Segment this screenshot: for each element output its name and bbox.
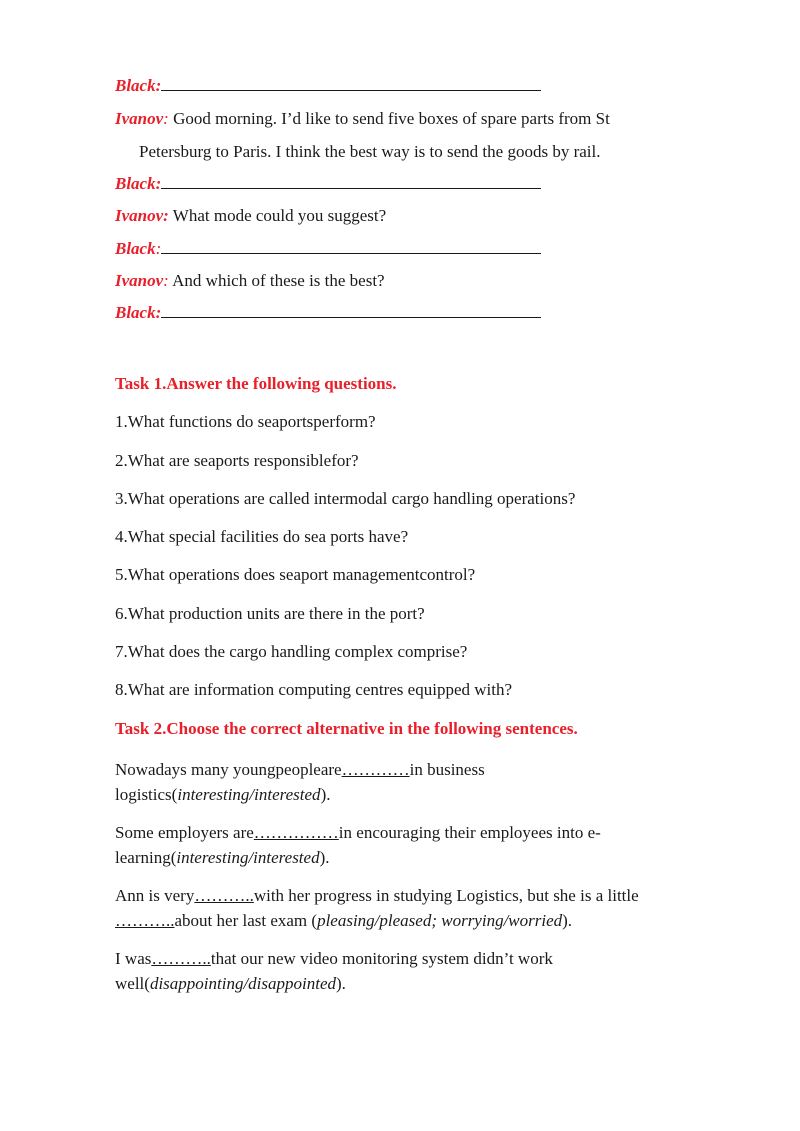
dialogue-line-black-1: Black: <box>115 76 541 96</box>
question-item: 6.What production units are there in the port? <box>115 604 425 623</box>
dialogue-text: Petersburg to Paris. I think the best way is to send the goods by rail. <box>139 142 601 161</box>
question-item: 4.What special facilities do sea ports have? <box>115 527 409 546</box>
question-item: 3.What operations are called intermodal cargo handling operations? <box>115 489 576 508</box>
dialogue-line-ivanov-3: Ivanov: And which of these is the best? <box>115 271 385 290</box>
speaker-name: Ivanov <box>115 206 164 225</box>
speaker-name: Ivanov <box>115 271 164 290</box>
dialogue-line-ivanov-1: Ivanov: Good morning. I’d like to send five boxes of spare parts from St <box>115 109 610 128</box>
speaker-name: Black <box>115 303 156 322</box>
speaker-name: Black <box>115 239 156 258</box>
dialogue-line-black-4: Black: <box>115 303 541 323</box>
speaker-name: Black <box>115 174 156 193</box>
exercise-sentence-3: Ann is very………..with her progress in studying Logistics, but she is a little ………..about her last exam (pleasing/pleased; worrying/worried). <box>115 886 639 930</box>
question-item: 1.What functions do seaportsperform? <box>115 412 376 431</box>
answer-options: interesting/interested <box>177 785 321 804</box>
gap-blank[interactable]: …………… <box>253 823 339 842</box>
exercise-sentence-2: Some employers are……………in encouraging their employees into e- learning(interesting/interested). <box>115 823 601 867</box>
answer-options: disappointing/disappointed <box>149 974 336 993</box>
dialogue-text: Good morning. I’d like to send five boxes of spare parts from St <box>173 109 610 128</box>
speaker-name: Ivanov <box>115 109 164 128</box>
exercise-sentence-1: Nowadays many youngpeopleare…………in business logistics(interesting/interested). <box>115 760 485 804</box>
answer-blank[interactable] <box>161 303 541 318</box>
gap-blank[interactable]: ……….. <box>194 886 254 905</box>
dialogue-line-black-3: Black: <box>115 239 541 259</box>
question-item: 5.What operations does seaport managementcontrol? <box>115 565 476 584</box>
gap-blank[interactable]: ………… <box>341 760 410 779</box>
dialogue-line-black-2: Black: <box>115 174 541 194</box>
gap-blank[interactable]: ……….. <box>115 911 175 930</box>
dialogue-text: And which of these is the best? <box>172 271 385 290</box>
answer-options: pleasing/pleased; worrying/worried <box>317 911 563 930</box>
question-item: 2.What are seaports responsiblefor? <box>115 451 359 470</box>
dialogue-text: What mode could you suggest? <box>172 206 387 225</box>
task2-title: Task 2.Choose the correct alternative in the following sentences. <box>115 719 578 738</box>
answer-blank[interactable] <box>161 239 541 254</box>
task1-title: Task 1.Answer the following questions. <box>115 374 397 393</box>
answer-options: interesting/interested <box>176 848 320 867</box>
dialogue-line-ivanov-1-cont <box>139 142 600 162</box>
exercise-sentence-4: I was………..that our new video monitoring system didn’t work well(disappointing/disappointed). <box>115 949 553 993</box>
speaker-name: Black <box>115 76 156 95</box>
dialogue-line-ivanov-2: Ivanov: What mode could you suggest? <box>115 206 387 225</box>
gap-blank[interactable]: ……….. <box>151 949 211 968</box>
question-item: 8.What are information computing centres equipped with? <box>115 680 513 699</box>
answer-blank[interactable] <box>161 174 541 189</box>
answer-blank[interactable] <box>161 76 541 91</box>
question-item: 7.What does the cargo handling complex comprise? <box>115 642 468 661</box>
